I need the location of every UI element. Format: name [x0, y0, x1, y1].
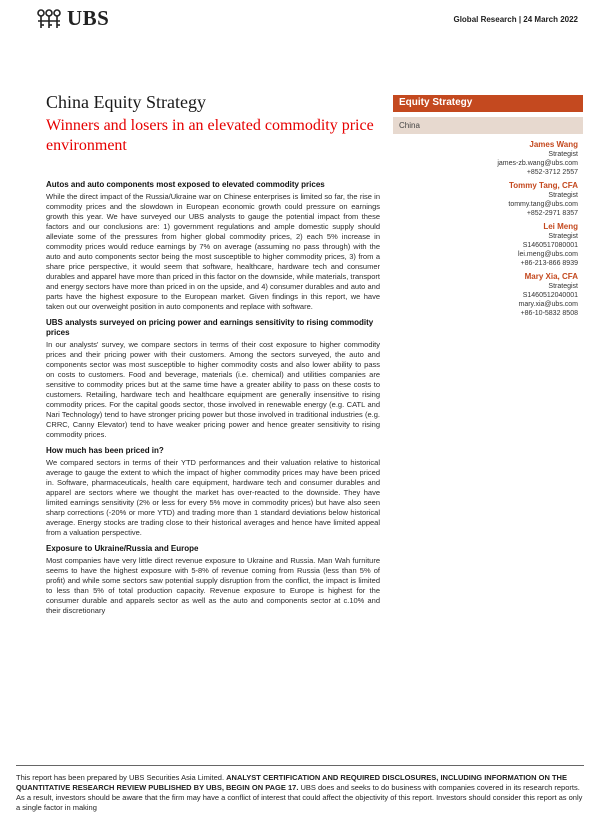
analyst-phone: +852-3712 2557	[526, 169, 578, 176]
analyst-name: Mary Xia, CFA	[524, 272, 578, 281]
keys-icon	[34, 8, 64, 30]
analyst-name: James Wang	[529, 140, 578, 149]
report-section	[46, 318, 380, 440]
analyst-email[interactable]: james-zb.wang@ubs.com	[497, 160, 578, 167]
section-heading: UBS analysts surveyed on pricing power and earnings sensitivity to rising commodity prices	[46, 318, 374, 337]
analyst-card	[388, 272, 578, 318]
analyst-name: Lei Meng	[543, 222, 578, 231]
analyst-title: Strategist	[548, 151, 578, 158]
analyst-card	[388, 140, 578, 177]
analyst-registration: S1460517080001	[522, 242, 578, 249]
section-text: In our analysts' survey, we compare sectors in terms of their cost exposure to higher commodity prices and their pricing power with their customers. Among the sectors surveyed, the auto and components sector was most susceptible to higher commodity costs and also lower ability to pass on costs to customers. Food and beverage, materials (i.e. chemical) and utilities companies are sensitive to commodity prices but at the same time have a greater ability to pass on these costs to customers. Retailing, hardware tech and healthcare equipment are generally insensitive to rising commodity prices. For the capital goods sector, those involved in renewable energy (e.g. CATL and Nari Technology) tend to have stronger pricing power but those involved in traditional industries (e.g. CRRC, Canny Elevator) tend to have weaker pricing power and hence greater sensitivity to rising commodity prices.	[46, 340, 380, 439]
report-date-line: Global Research | 24 March 2022	[453, 15, 578, 24]
section-heading: Exposure to Ukraine/Russia and Europe	[46, 544, 199, 553]
analyst-name: Tommy Tang, CFA	[508, 181, 578, 190]
report-section	[46, 544, 380, 616]
section-heading: Autos and auto components most exposed to elevated commodity prices	[46, 180, 325, 189]
analyst-phone: +86-213-866 8939	[520, 260, 578, 267]
report-section	[46, 180, 380, 312]
ubs-logo	[34, 6, 109, 31]
analyst-email[interactable]: tommy.tang@ubs.com	[508, 201, 578, 208]
section-heading: How much has been priced in?	[46, 446, 164, 455]
disclosure-bold: ANALYST CERTIFICATION AND REQUIRED DISCLOSURES, INCLUDING INFORMATION ON THE QUANTITATIVE RESEARCH REVIEW PUBLISHED BY UBS, BEGIN ON PAGE 17.	[16, 773, 567, 792]
analyst-phone: +852-2971 8357	[526, 210, 578, 217]
analyst-title: Strategist	[548, 192, 578, 199]
analyst-title: Strategist	[548, 233, 578, 240]
logo-wordmark: UBS	[67, 6, 110, 30]
analyst-phone: +86-10-5832 8508	[520, 310, 578, 317]
section-text: We compared sectors in terms of their YTD performances and their valuation relative to historical average to gauge the extent to which the impact of higher commodity prices may have been priced in. Software, pharmaceuticals, health care equipment, hardware tech and consumer durables and apparel are sectors where we thought the market has over-reacted to the downside. They have limited earnings sensitivity (2% or less for every 5% move in commodity prices) but have also seen sharp corrections (-20% or more YTD) and trading more than 1 standard deviations below historical average. Energy stocks are trading close to their historical averages and hence have limited appeal from a valuation perspective.	[46, 458, 380, 537]
analyst-list	[388, 140, 578, 322]
analyst-card	[388, 222, 578, 268]
disclosure-lead: This report has been prepared by UBS Securities Asia Limited.	[16, 773, 225, 782]
report-body	[46, 180, 380, 622]
disclosure-footer	[16, 765, 584, 812]
page-title: China Equity Strategy	[46, 92, 206, 112]
analyst-card	[388, 181, 578, 218]
analyst-email[interactable]: lei.meng@ubs.com	[517, 251, 578, 258]
category-label: Equity Strategy	[393, 95, 583, 112]
analyst-email[interactable]: mary.xia@ubs.com	[518, 301, 578, 308]
section-text: Most companies have very little direct revenue exposure to Ukraine and Russia. Man Wah furniture seems to have the highest exposure with 5-8% of revenue coming from Russia (less than 5% of profit) and while some sectors saw potential supply disruption from the conflict, the impact is limited to less than 5% of total production capacity. Revenue exposure to Europe is highest for the consumer durable and apparels sector as well as the auto and components sector at c.10% and their discretionary	[46, 556, 380, 615]
analyst-registration: S1460512040001	[522, 292, 578, 299]
analyst-title: Strategist	[548, 283, 578, 290]
section-text: While the direct impact of the Russia/Ukraine war on Chinese enterprises is limited so far, the rise in commodity prices and the slowdown in European economic growth could pressure on earnings growth this year. We have surveyed our UBS analysts to gauge the potential impact from these factors and our conclusions are: 1) government regulations and ample domestic supply should alleviate some of the pressures from higher global commodity prices, 2) each 5% increase in commodity prices would reduce earnings by 7% on average (assuming no pass through) with the auto and auto components sector being the most susceptible to higher commodity prices, 3) from a share price perspective, it would seem that software, healthcare, hardware tech and consumer durables and apparel have more than priced in this factor on the downside, while materials, transport and energy sectors have more than priced in on the upside, and 4) consumer durables and auto and parts have the highest exposure to the European market. Given findings in this report, we have taken out our overweight position in auto components and replace with software.	[46, 192, 380, 311]
report-section	[46, 446, 380, 538]
page-subtitle: Winners and losers in an elevated commodity price environment	[46, 117, 374, 154]
region-label: China	[393, 117, 583, 134]
disclosure-rest: UBS does and seeks to do business with companies covered in its research reports. As a result, investors should be aware that the firm may have a conflict of interest that could affect the objectivity of this report. Investors should consider this report as only a single factor in making	[16, 783, 583, 812]
